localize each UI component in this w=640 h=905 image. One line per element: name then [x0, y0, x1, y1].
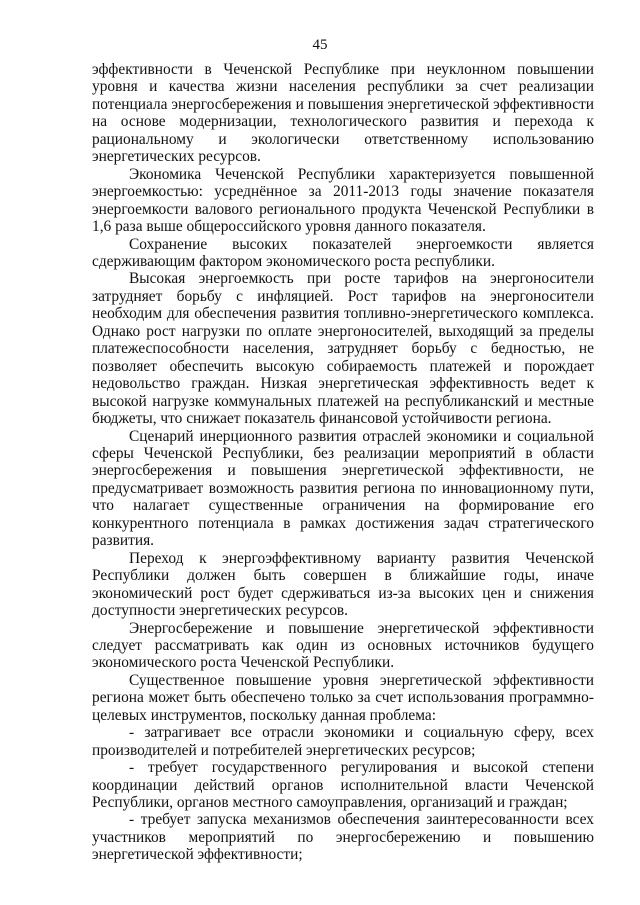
- paragraph: Сохранение высоких показателей энергоемкости является сдерживающим фактором экономического роста республики.: [92, 235, 594, 270]
- paragraph: Переход к энергоэффективному варианту развития Чеченской Республики должен быть совершен в ближайшие годы, иначе экономический рост будет сдерживаться из-за высоких цен и снижения доступности энергетических ресурсов.: [92, 549, 594, 620]
- paragraph: Существенное повышение уровня энергетической эффективности региона может быть обеспечено только за счет использования программно-целевых инструментов, поскольку данная проблема:: [92, 671, 594, 724]
- list-item: - требует государственного регулирования и высокой степени координации действий органов исполнительной власти Чеченской Республики, органов местного самоуправления, организаций и граждан;: [92, 759, 594, 812]
- list-item: - требует запуска механизмов обеспечения заинтересованности всех участников мероприятий по энергосбережению и повышению энергетической эффективности;: [92, 811, 594, 864]
- document-body: [92, 61, 594, 864]
- page-number: 45: [312, 37, 328, 53]
- paragraph: Сценарий инерционного развития отраслей экономики и социальной сферы Чеченской Республики, без реализации мероприятий в области энергосбережения и повышения энергетической эффективности, не предусматривает возможность развития региона по инновационному пути, что налагает существенные ограничения на формирование его конкурентного потенциала в рамках достижения задач стратегического развития.: [92, 427, 594, 550]
- paragraph: Экономика Чеченской Республики характеризуется повышенной энергоемкостью: усреднённое за 2011-2013 годы значение показателя энергоемкости валового регионального продукта Чеченской Республики в 1,6 раза выше общероссийского уровня данного показателя.: [92, 165, 594, 236]
- list-item: - затрагивает все отрасли экономики и социальную сферу, всех производителей и потребителей энергетических ресурсов;: [92, 724, 594, 759]
- paragraph: эффективности в Чеченской Республике при неуклонном повышении уровня и качества жизни населения республики за счет реализации потенциала энергосбережения и повышения энергетической эффективности на основе модернизации, технологического развития и перехода к рациональному и экологически ответственному использованию энергетических ресурсов.: [92, 61, 594, 166]
- paragraph: Энергосбережение и повышение энергетической эффективности следует рассматривать как один из основных источников будущего экономического роста Чеченской Республики.: [92, 619, 594, 672]
- paragraph: Высокая энергоемкость при росте тарифов на энергоносители затрудняет борьбу с инфляцией. Рост тарифов на энергоносители необходим для обеспечения развития топливно-энергетического комплекса. Однако рост нагрузки по оплате энергоносителей, выходящий за пределы платежеспособности населения, затрудняет борьбу с бедностью, не позволяет обеспечить высокую собираемость платежей и порождает недовольство граждан. Низкая энергетическая эффективность ведет к высокой нагрузке коммунальных платежей на республиканский и местные бюджеты, что снижает показатель финансовой устойчивости региона.: [92, 270, 594, 428]
